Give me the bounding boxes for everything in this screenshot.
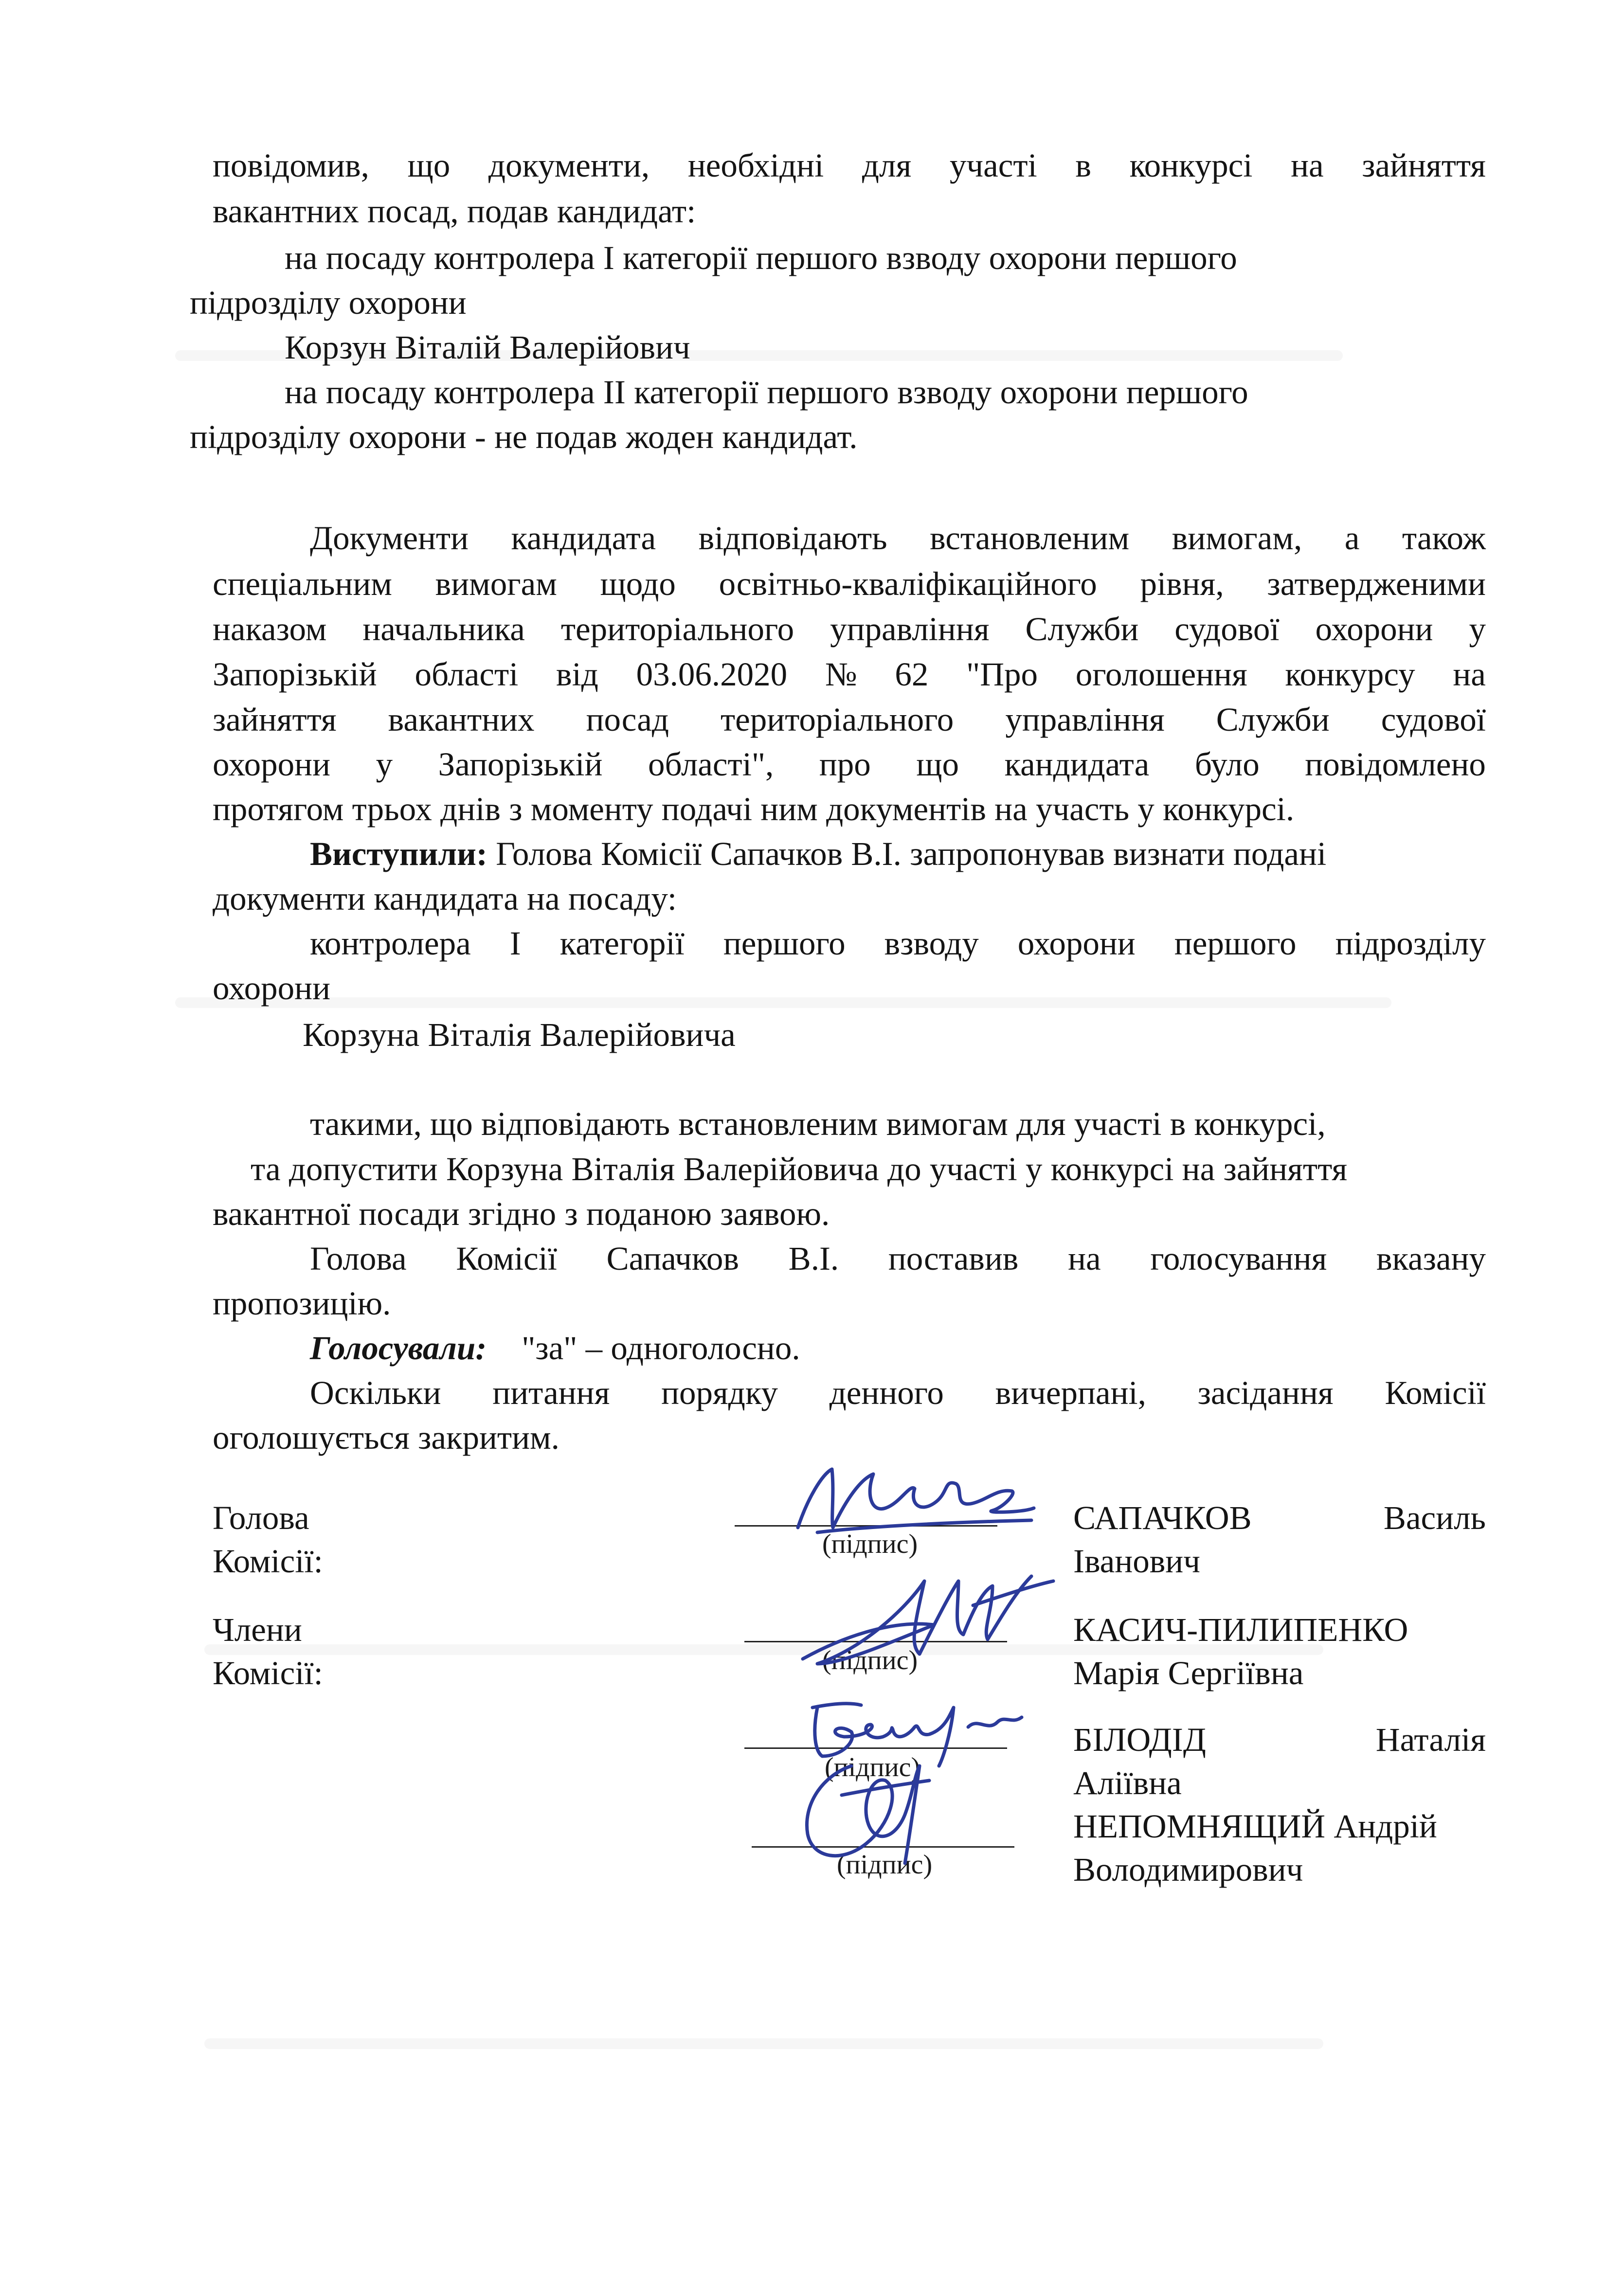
scan-bleed-through xyxy=(175,997,1391,1008)
word: конкурсі xyxy=(1129,147,1253,184)
speakers-text: Голова Комісії Сапачков В.І. запропонував визнати подані xyxy=(487,835,1327,872)
word: Запорізькій xyxy=(213,656,377,693)
word: Служби xyxy=(1025,611,1139,648)
word: № xyxy=(825,656,857,693)
word: що xyxy=(916,746,959,783)
word: документи, xyxy=(488,147,650,184)
word: вакантних xyxy=(388,701,535,738)
word: Документи xyxy=(310,520,469,557)
word: Голова xyxy=(310,1240,407,1277)
word: затвердженими xyxy=(1267,565,1486,602)
vote-call-line-2: пропозицію. xyxy=(213,1285,391,1322)
documents-line-1 xyxy=(310,522,1486,555)
word: засідання xyxy=(1197,1374,1334,1411)
word: на xyxy=(1068,1240,1101,1277)
vote-text: "за" – одноголосно. xyxy=(522,1330,800,1367)
word: контролера xyxy=(310,925,471,962)
word: вимогам, xyxy=(1172,520,1302,557)
word: спеціальним xyxy=(213,565,392,602)
word: охорони xyxy=(1017,925,1136,962)
word: територіального xyxy=(720,701,954,738)
speakers-line-2: документи кандидата на посаду: xyxy=(213,880,677,917)
signatory-1-line-1 xyxy=(1073,1501,1486,1535)
position-2-line-1: на посаду контролера ІІ категорії першого взводу охорони першого xyxy=(285,374,1248,411)
chair-role-line-1: Голова xyxy=(213,1499,309,1536)
word: "Про xyxy=(966,656,1038,693)
word: порядку xyxy=(661,1374,778,1411)
word: конкурсу xyxy=(1285,656,1415,693)
documents-line-5 xyxy=(213,703,1486,737)
word: взводу xyxy=(884,925,979,962)
signatory-3-patronymic: Аліївна xyxy=(1073,1764,1182,1801)
word: першого xyxy=(723,925,846,962)
admission-line-2: та допустити Корзуна Віталія Валерійовича до участі у конкурсі на зайняття xyxy=(251,1151,1348,1187)
signature-chair xyxy=(788,1455,1041,1547)
word: в xyxy=(1075,147,1091,184)
word: необхідні xyxy=(687,147,824,184)
word: охорони xyxy=(213,746,331,783)
word: вказану xyxy=(1376,1240,1486,1277)
speakers-line-1 xyxy=(310,837,1326,871)
signatory-3-given-name: Наталія xyxy=(1375,1721,1486,1758)
word: територіального xyxy=(560,611,794,648)
word: освітньо-кваліфікаційного xyxy=(719,565,1097,602)
signatory-1-given-name: Василь xyxy=(1383,1499,1486,1536)
signatory-1-patronymic: Іванович xyxy=(1073,1543,1200,1580)
word: також xyxy=(1402,520,1486,557)
closing-line-1 xyxy=(310,1376,1486,1410)
word: Служби xyxy=(1216,701,1330,738)
word: а xyxy=(1344,520,1360,557)
word: І xyxy=(509,925,521,962)
signatory-1-surname: САПАЧКОВ xyxy=(1073,1499,1252,1536)
vote-result-line xyxy=(310,1331,800,1365)
word: питання xyxy=(492,1374,610,1411)
documents-line-4 xyxy=(213,658,1486,691)
signatory-2-surname: КАСИЧ-ПИЛИПЕНКО xyxy=(1073,1611,1408,1648)
signature-caption: (підпис) xyxy=(822,1529,918,1559)
word: кандидата xyxy=(511,520,656,557)
signatory-2-name: Марія Сергіївна xyxy=(1073,1655,1304,1691)
scan-bleed-through xyxy=(204,2038,1323,2049)
vote-call-line-1 xyxy=(310,1242,1486,1276)
admission-line-3: вакантної посади згідно з поданою заявою. xyxy=(213,1195,830,1232)
word: Сапачков xyxy=(606,1240,739,1277)
documents-line-7: протягом трьох днів з моменту подачі ним документів на участь у конкурсі. xyxy=(213,791,1295,828)
position-1-line-1: на посаду контролера І категорії першого взводу охорони першого xyxy=(285,239,1237,276)
intro-line-1 xyxy=(213,149,1486,182)
vote-label: Голосували: xyxy=(310,1330,487,1367)
word: Комісії xyxy=(456,1240,557,1277)
members-role-line-1: Члени xyxy=(213,1611,302,1648)
word: у xyxy=(376,746,393,783)
documents-line-6 xyxy=(213,748,1486,781)
word: 03.06.2020 xyxy=(636,656,788,693)
position-3-line-2: охорони xyxy=(213,970,331,1007)
word: голосування xyxy=(1150,1240,1327,1277)
word: на xyxy=(1291,147,1324,184)
word: наказом xyxy=(213,611,327,648)
word: Комісії xyxy=(1385,1374,1486,1411)
word: охорони xyxy=(1315,611,1433,648)
closing-line-2: оголошується закритим. xyxy=(213,1419,559,1456)
word: на xyxy=(1453,656,1486,693)
word: вимогам xyxy=(435,565,557,602)
position-2-line-2: підрозділу охорони - не подав жоден кандидат. xyxy=(190,418,858,455)
word: начальника xyxy=(362,611,525,648)
word: Оскільки xyxy=(310,1374,441,1411)
speakers-label: Виступили: xyxy=(310,835,487,872)
candidate-name-genitive: Корзуна Віталія Валерійовича xyxy=(303,1016,736,1053)
word: підрозділу xyxy=(1335,925,1486,962)
word: зайняття xyxy=(213,701,337,738)
signatory-4-patronymic: Володимирович xyxy=(1073,1851,1303,1888)
signature-member-1 xyxy=(788,1552,1061,1678)
word: Запорізькій xyxy=(438,746,603,783)
word: щодо xyxy=(600,565,676,602)
word: денного xyxy=(829,1374,944,1411)
word: що xyxy=(407,147,451,184)
signature-caption: (підпис) xyxy=(825,1752,920,1782)
word: для xyxy=(862,147,912,184)
word: повідомив, xyxy=(213,147,369,184)
word: встановленим xyxy=(930,520,1130,557)
word: було xyxy=(1194,746,1260,783)
word: області xyxy=(415,656,519,693)
signatory-4-name: НЕПОМНЯЩИЙ Андрій xyxy=(1073,1808,1437,1845)
word: судової xyxy=(1381,701,1486,738)
word: зайняття xyxy=(1362,147,1486,184)
word: рівня, xyxy=(1140,565,1224,602)
signatory-3-line-1 xyxy=(1073,1723,1486,1757)
admission-line-1: такими, що відповідають встановленим вимогам для участі в конкурсі, xyxy=(310,1105,1326,1142)
word: відповідають xyxy=(698,520,887,557)
word: оголошення xyxy=(1075,656,1247,693)
signature-caption: (підпис) xyxy=(822,1645,918,1675)
word: у xyxy=(1469,611,1486,648)
signature-caption: (підпис) xyxy=(837,1850,933,1880)
word: вичерпані, xyxy=(995,1374,1146,1411)
chair-role-line-2: Комісії: xyxy=(213,1543,323,1580)
word: від xyxy=(556,656,598,693)
word: кандидата xyxy=(1004,746,1150,783)
word: судової xyxy=(1174,611,1280,648)
word: області", xyxy=(648,746,774,783)
word: поставив xyxy=(888,1240,1019,1277)
intro-line-2: вакантних посад, подав кандидат: xyxy=(213,193,696,230)
word: посад xyxy=(586,701,669,738)
signature-member-3 xyxy=(783,1746,958,1873)
documents-line-3 xyxy=(213,612,1486,646)
word: про xyxy=(819,746,871,783)
word: категорії xyxy=(559,925,685,962)
word: участі xyxy=(949,147,1037,184)
word: 62 xyxy=(895,656,929,693)
word: повідомлено xyxy=(1305,746,1486,783)
word: В.І. xyxy=(788,1240,839,1277)
candidate-name: Корзун Віталій Валерійович xyxy=(285,329,690,366)
position-1-line-2: підрозділу охорони xyxy=(190,284,467,321)
word: першого xyxy=(1174,925,1297,962)
word: управління xyxy=(1005,701,1165,738)
signatory-3-surname: БІЛОДІД xyxy=(1073,1721,1206,1758)
members-role-line-2: Комісії: xyxy=(213,1655,323,1691)
word: управління xyxy=(830,611,990,648)
position-3-line-1 xyxy=(310,927,1486,960)
documents-line-2 xyxy=(213,567,1486,601)
